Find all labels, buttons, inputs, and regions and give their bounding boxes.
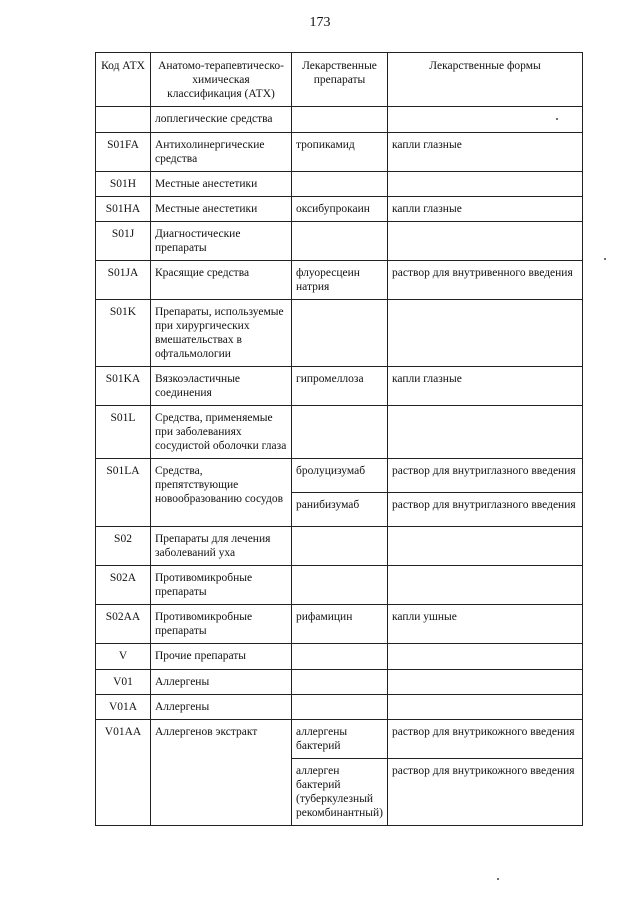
table-row (96, 133, 583, 172)
form-cell (388, 670, 583, 695)
form-cell: раствор для внутрикожного введения (388, 720, 583, 759)
drug-cell: гипромеллоза (292, 367, 388, 406)
atx-code-cell: S01H (96, 172, 151, 197)
drug-cell (292, 670, 388, 695)
atx-code-cell: S01JA (96, 261, 151, 300)
classification-cell: Противомикробные препараты (151, 605, 292, 644)
scan-speck (556, 118, 558, 120)
header-preparations: Лекарственные препараты (292, 53, 388, 107)
form-cell: капли глазные (388, 133, 583, 172)
drug-cell (292, 107, 388, 133)
table-header-row (96, 53, 583, 107)
table-row (96, 261, 583, 300)
form-cell (388, 222, 583, 261)
drug-cell (292, 172, 388, 197)
atx-code-cell: V01A (96, 695, 151, 720)
classification-cell: Прочие препараты (151, 644, 292, 670)
drug-cell (292, 222, 388, 261)
form-cell (388, 527, 583, 566)
form-cell: раствор для внутривенного введения (388, 261, 583, 300)
classification-cell: Антихолинергические средства (151, 133, 292, 172)
table-row (96, 527, 583, 566)
classification-cell: Местные анестетики (151, 172, 292, 197)
atx-code-cell: S01L (96, 406, 151, 459)
drug-cell (292, 644, 388, 670)
atx-code-cell: S01LA (96, 459, 151, 527)
table-body (96, 107, 583, 826)
drug-cell: рифамицин (292, 605, 388, 644)
classification-cell: Противомикробные препараты (151, 566, 292, 605)
drug-cell: ранибизумаб (292, 493, 388, 527)
table-row (96, 644, 583, 670)
form-cell (388, 107, 583, 133)
atx-code-cell: V01 (96, 670, 151, 695)
table-row (96, 605, 583, 644)
drug-cell: аллергены бактерий (292, 720, 388, 759)
drug-cell: флуоресцеин натрия (292, 261, 388, 300)
classification-cell: Препараты для лечения заболеваний уха (151, 527, 292, 566)
form-cell (388, 695, 583, 720)
drug-cell (292, 300, 388, 367)
table-row (96, 670, 583, 695)
form-cell: капли глазные (388, 197, 583, 222)
form-cell (388, 300, 583, 367)
drug-cell: тропикамид (292, 133, 388, 172)
table-row (96, 406, 583, 459)
atx-code-cell: S01K (96, 300, 151, 367)
classification-cell: Аллергенов экстракт (151, 720, 292, 826)
form-cell (388, 644, 583, 670)
classification-cell: Местные анестетики (151, 197, 292, 222)
table-row (96, 367, 583, 406)
form-cell (388, 566, 583, 605)
form-cell: капли ушные (388, 605, 583, 644)
drug-cell (292, 695, 388, 720)
classification-cell: Вязкоэластичные соединения (151, 367, 292, 406)
form-cell: капли глазные (388, 367, 583, 406)
atx-code-cell: S01FA (96, 133, 151, 172)
scan-speck (497, 878, 499, 880)
table-row (96, 566, 583, 605)
atx-code-cell: S02AA (96, 605, 151, 644)
table-row (96, 197, 583, 222)
classification-cell: Аллергены (151, 695, 292, 720)
classification-cell: Диагностические препараты (151, 222, 292, 261)
atx-code-cell: S02A (96, 566, 151, 605)
scan-speck (604, 258, 606, 260)
classification-cell: Красящие средства (151, 261, 292, 300)
form-cell (388, 172, 583, 197)
form-cell: раствор для внутриглазного введения (388, 493, 583, 527)
table-row (96, 222, 583, 261)
header-forms: Лекарственные формы (388, 53, 583, 107)
drug-cell: оксибупрокаин (292, 197, 388, 222)
form-cell: раствор для внутрикожного введения (388, 759, 583, 826)
atx-code-cell: S02 (96, 527, 151, 566)
atx-code-cell: S01HA (96, 197, 151, 222)
drug-cell: бролуцизумаб (292, 459, 388, 493)
atx-code-cell (96, 107, 151, 133)
drug-cell: аллерген бактерий (туберкулезный рекомбинантный) (292, 759, 388, 826)
form-cell: раствор для внутриглазного введения (388, 459, 583, 493)
table-row (96, 695, 583, 720)
drug-cell (292, 527, 388, 566)
table-row (96, 107, 583, 133)
form-cell (388, 406, 583, 459)
atx-code-cell: S01KA (96, 367, 151, 406)
table-row (96, 720, 583, 759)
drug-cell (292, 406, 388, 459)
table-row (96, 300, 583, 367)
classification-cell: лоплегические средства (151, 107, 292, 133)
header-code: Код АТХ (96, 53, 151, 107)
header-classification: Анатомо-терапевтическо-химическая классификация (АТХ) (151, 53, 292, 107)
table-row (96, 459, 583, 493)
atx-code-cell: S01J (96, 222, 151, 261)
classification-cell: Средства, препятствующие новообразованию сосудов (151, 459, 292, 527)
classification-cell: Аллергены (151, 670, 292, 695)
atx-code-cell: V01AA (96, 720, 151, 826)
table-row (96, 172, 583, 197)
classification-cell: Препараты, используемые при хирургических вмешательствах в офтальмологии (151, 300, 292, 367)
atx-code-cell: V (96, 644, 151, 670)
page-number: 173 (309, 15, 331, 30)
atx-table (95, 52, 583, 826)
drug-cell (292, 566, 388, 605)
classification-cell: Средства, применяемые при заболеваниях сосудистой оболочки глаза (151, 406, 292, 459)
